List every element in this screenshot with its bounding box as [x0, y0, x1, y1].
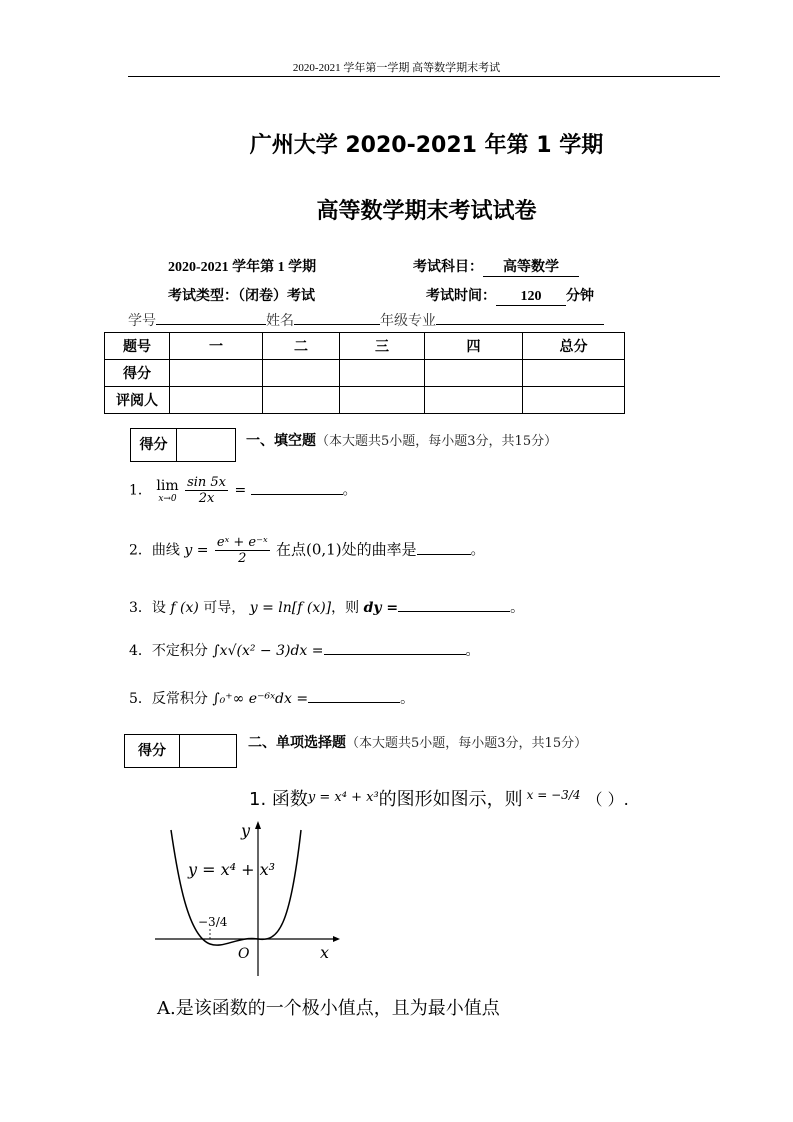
- name-label: 姓名: [266, 314, 294, 329]
- q5-expr: ∫₀⁺∞ e⁻⁶ˣdx =: [212, 691, 309, 707]
- score-header-cell: 四: [425, 333, 523, 360]
- tick-value-label: −3/4: [198, 915, 228, 929]
- q3-fx: f (x): [170, 600, 199, 616]
- choice1-text-b: 的图形如图示，则: [378, 789, 523, 810]
- y-axis-label: y: [241, 821, 251, 840]
- y-axis-arrow-icon: [255, 821, 261, 829]
- q1-lim-sub: x→0: [158, 493, 177, 504]
- q2-denominator: 2: [238, 551, 247, 566]
- q1-number: 1．: [129, 482, 152, 499]
- subject-field: [413, 256, 579, 277]
- section1-score-box: [130, 428, 236, 462]
- q2-end: 。: [470, 542, 485, 559]
- function-graph: [150, 818, 340, 980]
- section2-score-box: [124, 734, 237, 768]
- running-header: 2020-2021 学年第一学期 高等数学期末考试: [292, 62, 501, 74]
- section1-title: 一、填空题: [246, 433, 316, 449]
- section2-title: 二、单项选择题: [248, 735, 346, 751]
- score-cell[interactable]: [340, 387, 425, 414]
- choice1-func: y = x⁴ + x³: [307, 790, 379, 805]
- score-row-label: 评阅人: [105, 387, 170, 414]
- score-table-row: [105, 360, 625, 387]
- score-header-cell: 二: [263, 333, 340, 360]
- question-1: [129, 475, 357, 506]
- score-header-cell: 一: [170, 333, 263, 360]
- q3-end: 。: [510, 600, 525, 616]
- q2-numerator: eˣ + e⁻ˣ: [216, 535, 268, 550]
- time-value: 120: [496, 289, 566, 306]
- choice1-answer-paren[interactable]: （ ）.: [586, 790, 629, 809]
- score-cell[interactable]: [340, 360, 425, 387]
- q1-lim: lim: [156, 477, 179, 494]
- score-table-row: [105, 387, 625, 414]
- section2-note: （本大题共5小题，每小题3分，共15分）: [346, 736, 588, 751]
- q5-answer-blank[interactable]: [308, 688, 400, 703]
- exam-time-field: [426, 285, 594, 306]
- q5-text: 5．反常积分: [129, 691, 208, 707]
- student-no-blank[interactable]: [156, 310, 266, 325]
- q2-text: 在点(0,1)处的曲率是: [276, 540, 417, 559]
- q3-text-b: 可导，: [203, 600, 246, 616]
- exam-title-line1: 广州大学 2020-2021 年第 1 学期: [249, 133, 604, 158]
- origin-label: O: [238, 946, 250, 962]
- q1-answer-blank[interactable]: [251, 480, 343, 495]
- q3-answer-blank[interactable]: [398, 597, 510, 612]
- q4-text: 4．不定积分: [129, 643, 208, 659]
- q1-numerator: sin 5x: [187, 475, 226, 490]
- score-cell[interactable]: [263, 387, 340, 414]
- q4-answer-blank[interactable]: [324, 640, 466, 655]
- q3-expr: y = ln[f (x)]: [249, 600, 332, 616]
- question-5: [129, 688, 414, 708]
- question-3: [129, 597, 524, 617]
- score-row-label: 得分: [105, 360, 170, 387]
- q1-equals: =: [234, 482, 247, 499]
- time-unit: 分钟: [566, 289, 594, 304]
- q3-text-c: ，则: [331, 600, 360, 616]
- score-cell[interactable]: [523, 360, 625, 387]
- q4-expr: ∫x√(x² − 3)dx =: [212, 643, 324, 659]
- q2-number: 2．曲线: [129, 542, 180, 559]
- score-cell[interactable]: [425, 360, 523, 387]
- x-axis-label: x: [320, 943, 330, 962]
- time-label: 考试时间：: [426, 289, 496, 304]
- header-divider: [128, 76, 720, 77]
- score-box-label: 得分: [131, 429, 177, 461]
- choice1-number: 1.: [249, 789, 267, 810]
- q3-text-a: 3．设: [129, 600, 166, 616]
- score-header-cell: 三: [340, 333, 425, 360]
- q2-answer-blank[interactable]: [417, 540, 471, 555]
- function-curve: [171, 830, 301, 945]
- major-label: 年级专业: [380, 314, 436, 329]
- x-axis-arrow-icon: [333, 936, 340, 942]
- q1-fraction: [185, 475, 228, 506]
- score-box-label: 得分: [125, 735, 180, 767]
- score-table-header-row: [105, 333, 625, 360]
- student-id-row: [128, 310, 604, 330]
- choice1-xval: x = −3/4: [526, 788, 581, 802]
- q1-limit: [156, 478, 178, 504]
- choice-question-1: [249, 785, 629, 811]
- score-cell[interactable]: [425, 387, 523, 414]
- option-a[interactable]: A.是该函数的一个极小值点，且为最小值点: [157, 998, 500, 1019]
- function-label: y = x⁴ + x³: [188, 860, 276, 879]
- q2-fraction: [215, 535, 270, 566]
- question-4: [129, 640, 480, 660]
- name-blank[interactable]: [294, 310, 380, 325]
- q1-denominator: 2x: [198, 491, 215, 506]
- section1-note: （本大题共5小题，每小题3分，共15分）: [316, 434, 558, 449]
- choice1-text-a: 函数: [271, 789, 308, 810]
- major-blank[interactable]: [436, 310, 604, 325]
- q5-end: 。: [400, 691, 415, 707]
- section2-heading: [248, 732, 587, 752]
- student-no-label: 学号: [128, 314, 156, 329]
- score-cell[interactable]: [263, 360, 340, 387]
- score-cell[interactable]: [523, 387, 625, 414]
- exam-title-line2: 高等数学期末考试试卷: [316, 199, 537, 224]
- score-header-cell: 题号: [105, 333, 170, 360]
- q4-end: 。: [465, 643, 480, 659]
- term-label: 2020-2021 学年第 1 学期: [168, 260, 317, 275]
- score-header-cell: 总分: [523, 333, 625, 360]
- q3-dy: dy =: [363, 600, 399, 616]
- score-cell[interactable]: [170, 387, 263, 414]
- q1-end: 。: [342, 482, 357, 499]
- question-2: [129, 535, 485, 566]
- section1-heading: [246, 430, 557, 450]
- subject-value: 高等数学: [483, 256, 579, 277]
- q2-y: y =: [184, 542, 209, 559]
- exam-type: 考试类型：（闭卷）考试: [168, 289, 315, 304]
- score-cell[interactable]: [170, 360, 263, 387]
- subject-label: 考试科目：: [413, 260, 483, 275]
- score-table: [104, 332, 625, 414]
